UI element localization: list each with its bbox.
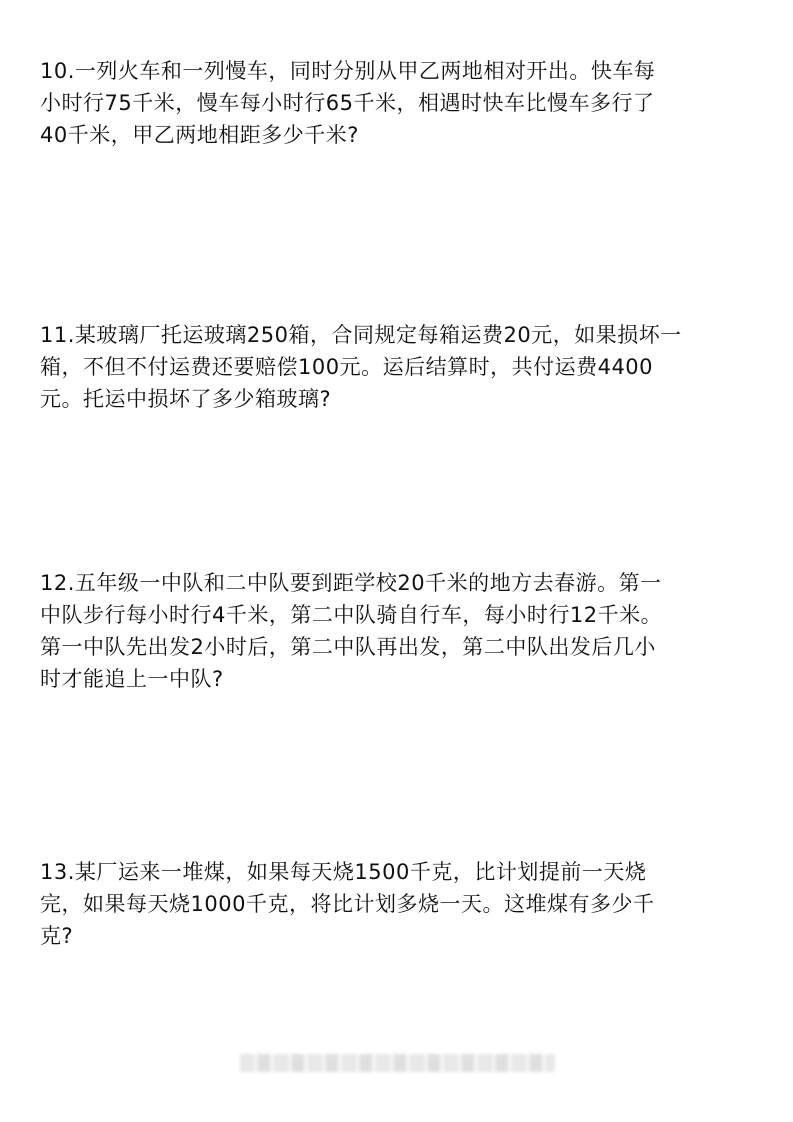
problem-10 — [40, 55, 755, 151]
problem-text-line: 小时行75千米，慢车每小时行65千米，相遇时快车比慢车多行了 — [40, 91, 655, 115]
problem-text-line: 完，如果每天烧1000千克，将比计划多烧一天。这堆煤有多少千 — [40, 892, 655, 916]
problem-12 — [40, 567, 755, 695]
problem-13 — [40, 856, 755, 952]
problem-text-line: 克? — [40, 924, 74, 948]
problem-text-line: 箱，不但不付运费还要赔偿100元。运后结算时，共付运费4400 — [40, 355, 654, 379]
problem-text-line: 10.一列火车和一列慢车，同时分别从甲乙两地相对开出。快车每 — [40, 59, 656, 83]
problem-text-line: 元。托运中损坏了多少箱玻璃? — [40, 387, 332, 411]
problem-text-line: 12.五年级一中队和二中队要到距学校20千米的地方去春游。第一 — [40, 571, 662, 595]
problem-text-line: 11.某玻璃厂托运玻璃250箱，合同规定每箱运费20元，如果损坏一 — [40, 323, 682, 347]
problem-text-line: 时才能追上一中队? — [40, 667, 224, 691]
blurred-watermark — [240, 1054, 555, 1072]
problem-text-line: 中队步行每小时行4千米，第二中队骑自行车，每小时行12千米。 — [40, 603, 663, 627]
problem-text-line: 40千米，甲乙两地相距多少千米? — [40, 123, 359, 147]
problem-text-line: 13.某厂运来一堆煤，如果每天烧1500千克，比计划提前一天烧 — [40, 860, 647, 884]
problem-text-line: 第一中队先出发2小时后，第二中队再出发，第二中队出发后几小 — [40, 635, 656, 659]
problem-11 — [40, 319, 755, 415]
